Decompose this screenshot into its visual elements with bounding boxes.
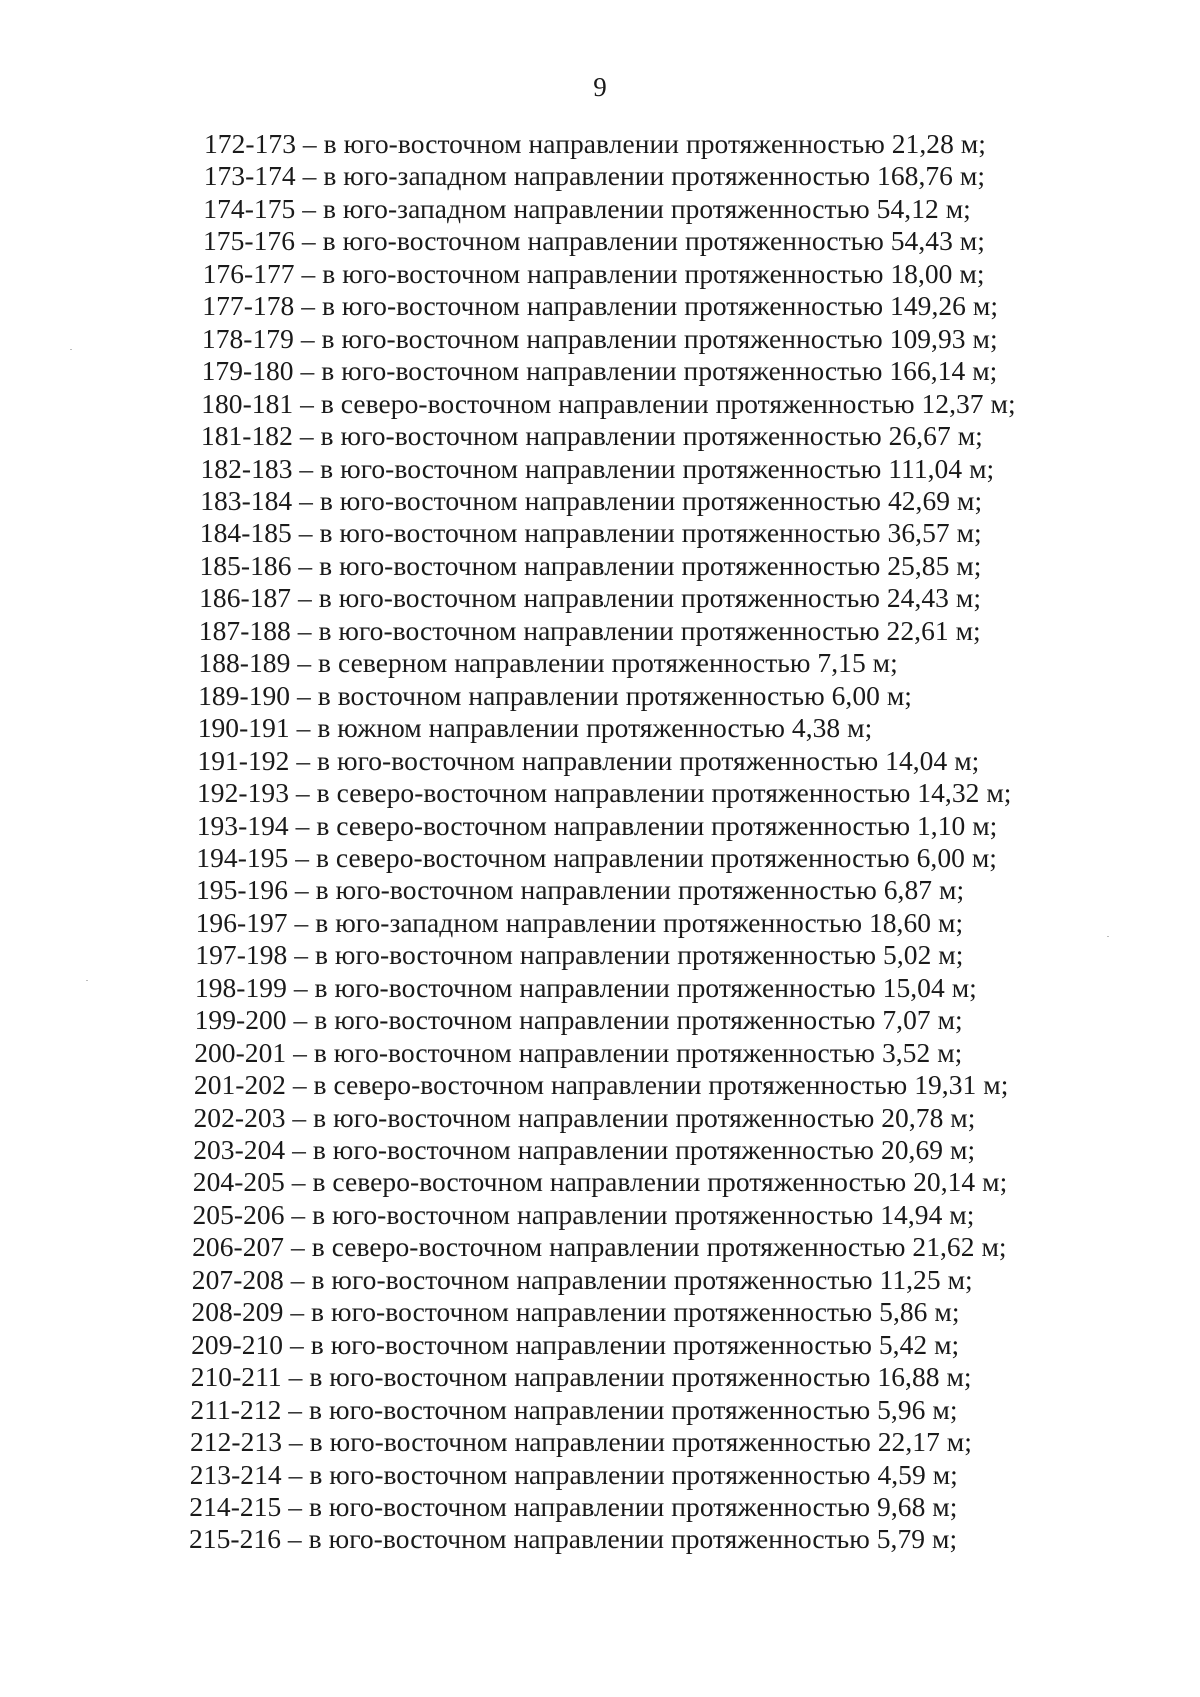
scan-speck [86, 980, 88, 981]
boundary-segment-line: 196-197 – в юго-западном направлении протяженностью 18,60 м; [195, 906, 964, 938]
boundary-segment-line: 195-196 – в юго-восточном направлении протяженностью 6,87 м; [196, 874, 965, 906]
boundary-segment-line: 186-187 – в юго-восточном направлении протяженностью 24,43 м; [199, 582, 982, 614]
boundary-segment-line: 192-193 – в северо-восточном направлении протяженностью 14,32 м; [197, 777, 1012, 808]
boundary-segment-line: 189-190 – в восточном направлении протяженностью 6,00 м; [198, 679, 912, 711]
boundary-segment-line: 182-183 – в юго-восточном направлении протяженностью 111,04 м; [200, 452, 995, 484]
boundary-segment-line: 208-209 – в юго-восточном направлении протяженностью 5,86 м; [191, 1296, 960, 1328]
boundary-segment-line: 193-194 – в северо-восточном направлении протяженностью 1,10 м; [196, 809, 998, 841]
boundary-segment-line: 213-214 – в юго-восточном направлении протяженностью 4,59 м; [189, 1458, 958, 1490]
boundary-segment-line: 179-180 – в юго-восточном направлении протяженностью 166,14 м; [201, 355, 998, 387]
boundary-segment-line: 205-206 – в юго-восточном направлении протяженностью 14,94 м; [192, 1198, 975, 1230]
boundary-segment-line: 174-175 – в юго-западном направлении протяженностью 54,12 м; [203, 192, 971, 224]
boundary-segment-line: 172-173 – в юго-восточном направлении протяженностью 21,28 м; [204, 128, 986, 159]
boundary-segment-line: 215-216 – в юго-восточном направлении протяженностью 5,79 м; [189, 1523, 958, 1555]
scan-speck [70, 349, 72, 350]
boundary-segment-line: 187-188 – в юго-восточном направлении протяженностью 22,61 м; [198, 614, 981, 646]
boundary-segment-line: 199-200 – в юго-восточном направлении протяженностью 7,07 м; [194, 1004, 963, 1036]
scan-speck [1107, 936, 1109, 937]
boundary-segment-line: 210-211 – в юго-восточном направлении протяженностью 16,88 м; [190, 1361, 972, 1393]
boundary-segment-line: 214-215 – в юго-восточном направлении протяженностью 9,68 м; [189, 1490, 958, 1522]
boundary-segment-line: 204-205 – в северо-восточном направлении протяженностью 20,14 м; [192, 1166, 1008, 1198]
boundary-segment-line: 212-213 – в юго-восточном направлении протяженностью 22,17 м; [190, 1426, 972, 1457]
boundary-segment-line: 177-178 – в юго-восточном направлении протяженностью 149,26 м; [202, 290, 999, 322]
boundary-segment-line: 191-192 – в юго-восточном направлении протяженностью 14,04 м; [197, 744, 980, 776]
boundary-segment-line: 203-204 – в юго-восточном направлении протяженностью 20,69 м; [193, 1134, 976, 1165]
boundary-segment-line: 197-198 – в юго-восточном направлении протяженностью 5,02 м; [195, 939, 964, 971]
boundary-segment-line: 176-177 – в юго-восточном направлении протяженностью 18,00 м; [202, 257, 985, 289]
boundary-segment-line: 185-186 – в юго-восточном направлении протяженностью 25,85 м; [199, 549, 982, 581]
boundary-segment-line: 200-201 – в юго-восточном направлении протяженностью 3,52 м; [194, 1036, 963, 1068]
boundary-segment-line: 202-203 – в юго-восточном направлении протяженностью 20,78 м; [193, 1101, 976, 1133]
boundary-segment-line: 184-185 – в юго-восточном направлении протяженностью 36,57 м; [199, 517, 982, 549]
boundary-segment-line: 173-174 – в юго-западном направлении протяженностью 168,76 м; [203, 160, 986, 192]
boundary-segment-line: 190-191 – в южном направлении протяженностью 4,38 м; [197, 712, 873, 744]
boundary-segment-line: 180-181 – в северо-восточном направлении протяженностью 12,37 м; [201, 387, 1016, 419]
boundary-segment-line: 188-189 – в северном направлении протяженностью 7,15 м; [198, 647, 898, 679]
boundary-segment-line: 178-179 – в юго-восточном направлении протяженностью 109,93 м; [201, 322, 998, 354]
boundary-segment-line: 183-184 – в юго-восточном направлении протяженностью 42,69 м; [200, 485, 983, 516]
boundary-segment-line: 198-199 – в юго-восточном направлении протяженностью 15,04 м; [194, 971, 977, 1003]
boundary-segment-line: 194-195 – в северо-восточном направлении протяженностью 6,00 м; [196, 841, 997, 873]
boundary-segment-line: 201-202 – в северо-восточном направлении протяженностью 19,31 м; [193, 1069, 1009, 1101]
boundary-segment-line: 206-207 – в северо-восточном направлении протяженностью 21,62 м; [192, 1231, 1007, 1263]
boundary-segment-line: 207-208 – в юго-восточном направлении протяженностью 11,25 м; [191, 1263, 973, 1295]
boundary-segment-line: 181-182 – в юго-восточном направлении протяженностью 26,67 м; [200, 420, 983, 452]
boundary-segment-line: 211-212 – в юго-восточном направлении протяженностью 5,96 м; [190, 1393, 958, 1425]
page-number: 9 [593, 72, 607, 102]
boundary-segment-line: 175-176 – в юго-восточном направлении протяженностью 54,43 м; [203, 225, 985, 257]
boundary-segment-line: 209-210 – в юго-восточном направлении протяженностью 5,42 м; [191, 1328, 960, 1360]
